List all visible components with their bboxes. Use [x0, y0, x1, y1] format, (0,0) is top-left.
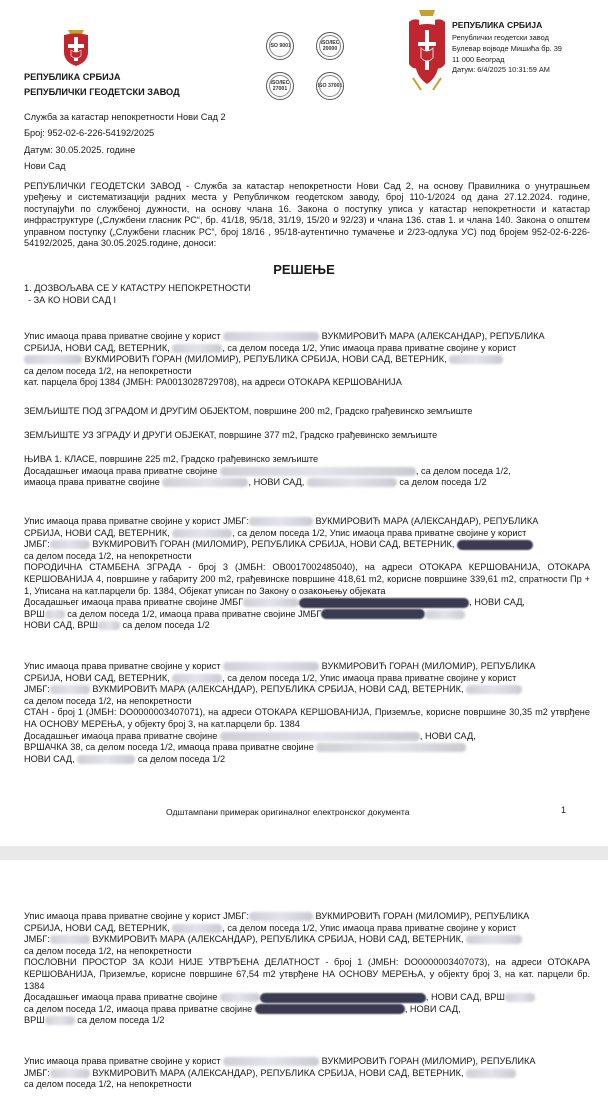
redacted-text	[255, 1004, 405, 1014]
document-date: Датум: 30.05.2025. године	[24, 144, 136, 155]
iso-9001-badge-icon: ISO 9001	[266, 32, 294, 60]
text-segment: ПОСЛОВНИ ПРОСТОР ЗА КОЈИ НИЈЕ УТВРЂЕНА ДЕЛАТНОСТ - број 1 (ЈМБН: DO0000003407073), на адреси ОТОКАРА КЕРШОВАНИЈА, Приземље, корисне површине 67,54 m2 утврђене НА ОСНОВУ МЕРЕЊА, у објекту број 3, на кат. парцели бр. 1384	[24, 957, 590, 991]
text-line	[24, 1056, 590, 1068]
text-segment: СТАН - број 1 (ЈМБН: DO0000003407071), на адреси ОТОКАРА КЕРШОВАНИЈА, Приземље, корисне површине 30,35 m2 утврђене НА ОСНОВУ МЕРЕЊА, у објекту број 3, на кат.парцели бр. 1384	[24, 707, 590, 729]
redacted-text	[249, 517, 313, 526]
footer-note: Одштампани примерак оригиналног електронског документа	[166, 807, 410, 817]
text-segment: са делом поседа 1/2, на непокретности	[24, 365, 192, 376]
text-segment: ВУКМИРОВИЋ ГОРАН (МИЛОМИР), РЕПУБЛИКА	[319, 661, 536, 671]
text-segment: ВУКМИРОВИЋ ГОРАН (МИЛОМИР), РЕПУБЛИКА	[312, 911, 530, 921]
text-segment: , са делом поседа 1/2,	[415, 465, 511, 476]
text-segment: , са делом поседа 1/2, Упис имаоца права приватне својине у корист	[222, 922, 517, 933]
text-segment: ВУКМИРОВИЋ МАРА (АЛЕКСАНДАР), РЕПУБЛИКА СРБИЈА, НОВИ САД, ВЕТЕРНИК,	[89, 684, 467, 695]
decision-point: 1. ДОЗВОЉАВА СЕ У КАТАСТРУ НЕПОКРЕТНОСТИ	[24, 283, 251, 293]
land-under-building: ЗЕМЉИШТЕ ПОД ЗГРАДОМ И ДРУГИМ ОБЈЕКТОМ, површине 200 m2, Градско грађевинско земљиште	[24, 406, 473, 416]
text-segment: са делом поседа 1/2, имаоца права приватне својине ЈМБГ	[64, 608, 322, 619]
redacted-text	[299, 598, 469, 608]
text-line	[24, 528, 590, 540]
text-line	[24, 934, 590, 946]
redacted-text	[223, 332, 319, 341]
serbia-coat-of-arms-icon	[60, 28, 92, 68]
redacted-text	[50, 540, 90, 549]
redacted-text	[223, 662, 319, 671]
text-segment: ВРШ	[24, 608, 45, 619]
redacted-text	[24, 355, 82, 364]
text-segment: кат. парцела број 1384 (ЈМБН: PA0013028729708), на адреси ОТОКАРА КЕРШОВАНИЈА	[24, 377, 402, 388]
case-number: Број: 952-02-6-226-54192/2025	[24, 128, 155, 139]
redacted-text	[223, 1057, 319, 1066]
text-segment: Упис имаоца права приватне својине у корист ЈМБГ:	[24, 911, 249, 921]
text-line	[24, 1068, 590, 1080]
text-segment: Досадашњег имаоца права приватне својине	[24, 465, 220, 476]
redacted-text	[316, 743, 466, 752]
text-segment: Досадашњег имаоца права приватне својине	[24, 730, 220, 741]
text-segment: са делом поседа 1/2, на непокретности	[24, 945, 192, 956]
text-segment: са делом поседа 1/2, имаоца права приватне својине	[24, 1003, 255, 1014]
redacted-text	[243, 598, 299, 607]
land-beside-building: ЗЕМЉИШТЕ УЗ ЗГРАДУ И ДРУГИ ОБЈЕКАТ, површине 377 m2, Градско грађевинско земљиште	[24, 430, 438, 440]
redacted-text	[77, 755, 135, 764]
redacted-text	[50, 935, 90, 944]
serbia-coat-of-arms-large-icon	[407, 8, 447, 94]
text-line	[24, 992, 590, 1004]
redacted-text	[449, 355, 503, 364]
text-segment: ВУКМИРОВИЋ МАРА (АЛЕКСАНДАР), РЕПУБЛИКА	[312, 516, 539, 526]
text-line	[24, 331, 590, 343]
entry-block-3	[24, 661, 590, 765]
text-segment: ВУКМИРОВИЋ МАРА (АЛЕКСАНДАР), РЕПУБЛИКА СРБИЈА, НОВИ САД, ВЕТЕРНИК,	[89, 1067, 467, 1078]
redacted-text	[249, 912, 313, 921]
redacted-text	[172, 344, 222, 353]
text-segment: ВУКМИРОВИЋ ГОРАН (МИЛОМИР), РЕПУБЛИКА СРБИЈА, НОВИ САД, ВЕТЕРНИК,	[89, 539, 458, 550]
text-segment: ВРШ	[24, 1015, 45, 1026]
text-segment: ЈМБГ:	[24, 684, 50, 695]
text-line	[24, 539, 590, 551]
iso-37001-badge-icon: ISO 37001	[316, 72, 344, 100]
redacted-text	[505, 993, 535, 1002]
text-segment: са делом поседа 1/2	[74, 1015, 165, 1026]
text-segment: ЊИВА 1. КЛАСЕ, површине 225 m2, Градско грађевинско земљиште	[24, 454, 319, 464]
text-segment: ВУКМИРОВИЋ ГОРАН (МИЛОМИР), РЕПУБЛИКА	[319, 1056, 536, 1066]
text-segment: Републички геодетски завод	[452, 33, 549, 42]
redacted-text	[162, 478, 248, 487]
text-segment: ЈМБГ:	[24, 1067, 50, 1078]
text-segment: , са делом поседа 1/2, Упис имаоца права приватне својине у корист	[222, 342, 517, 353]
decision-title: РЕШЕЊЕ	[273, 262, 335, 277]
text-segment: СРБИЈА, НОВИ САД, ВЕТЕРНИК,	[24, 672, 173, 683]
text-segment: са делом поседа 1/2	[396, 477, 487, 488]
text-segment: , са делом поседа 1/2, Упис имаоца права приватне својине у корист	[222, 672, 517, 683]
text-segment: СРБИЈА, НОВИ САД, ВЕТЕРНИК,	[24, 342, 173, 353]
text-segment: Булевар војводе Мишића бр. 39	[452, 43, 562, 53]
redacted-text	[98, 621, 120, 630]
text-segment: са делом поседа 1/2, на непокретности	[24, 550, 192, 561]
decision-ko: - ЗА КО НОВИ САД I	[28, 295, 117, 305]
iso-27001-badge-icon: ISO/IEC 27001	[266, 72, 294, 100]
text-line	[24, 609, 590, 621]
text-segment: са делом поседа 1/2, на непокретности	[24, 1079, 192, 1090]
text-segment: ВУКМИРОВИЋ МАРА (АЛЕКСАНДАР), РЕПУБЛИКА СРБИЈА, НОВИ САД, ВЕТЕРНИК,	[89, 934, 467, 945]
redacted-text	[425, 610, 465, 619]
text-line	[24, 684, 590, 696]
redacted-text	[172, 924, 222, 933]
text-line	[24, 516, 590, 528]
redacted-text	[307, 478, 397, 487]
text-line	[24, 923, 590, 935]
text-segment: ЈМБГ:	[24, 934, 50, 945]
text-segment: ЈМБГ:	[24, 539, 50, 550]
redacted-text	[220, 993, 260, 1002]
redacted-text	[466, 685, 522, 694]
header-right-address	[452, 33, 562, 76]
text-segment: Досадашњег имаоца права приватне својине ЈМБГ	[24, 597, 244, 608]
redacted-text	[466, 1069, 516, 1078]
text-segment: , НОВИ САД, ВРШ	[425, 992, 505, 1003]
text-line	[24, 673, 590, 685]
text-segment: ВУКМИРОВИЋ МАРА (АЛЕКСАНДАР), РЕПУБЛИКА	[319, 331, 545, 341]
redacted-text	[45, 610, 65, 619]
iso-20000-badge-icon: ISO/IEC 20000	[316, 32, 344, 60]
text-segment: са делом поседа 1/2	[135, 753, 226, 764]
redacted-text	[172, 674, 222, 683]
text-line	[24, 661, 590, 673]
office-name: Служба за катастар непокретности Нови Сад 2	[24, 112, 226, 122]
entry-block-1	[24, 331, 590, 389]
text-segment: Упис имаоца права приватне својине у корист	[24, 1056, 224, 1066]
text-line	[24, 466, 590, 478]
redacted-text	[45, 1016, 75, 1025]
page-separator	[0, 846, 608, 860]
text-segment: 11 000 Београд	[452, 54, 505, 64]
redacted-text	[50, 1069, 90, 1078]
text-line	[24, 911, 590, 923]
redacted-text	[260, 993, 426, 1003]
text-segment: , НОВИ САД,	[248, 477, 307, 488]
text-segment: , НОВИ САД,	[404, 1003, 461, 1014]
entry-block-5	[24, 1056, 590, 1091]
field-and-previous-owners	[24, 454, 590, 489]
text-line	[24, 742, 590, 754]
text-segment: Датум: 6/4/2025 10:31:59 AM	[452, 65, 550, 75]
header-left-republic: РЕПУБЛИКА СРБИЈА	[24, 72, 121, 82]
page-number: 1	[561, 805, 567, 815]
redacted-text	[466, 935, 522, 944]
header-left-institute: РЕПУБЛИЧКИ ГЕОДЕТСКИ ЗАВОД	[24, 87, 180, 97]
text-segment: , са делом поседа 1/2, Упис имаоца права приватне својине у корист	[232, 527, 527, 538]
redacted-text	[50, 685, 90, 694]
text-segment: НОВИ САД,	[24, 753, 78, 764]
text-line	[24, 754, 590, 766]
text-line	[24, 1015, 590, 1027]
redacted-text	[220, 467, 416, 476]
intro-paragraph: РЕПУБЛИЧКИ ГЕОДЕТСКИ ЗАВОД - Служба за катастар непокретности Нови Сад 2, на основу Правилника о унутрашњем уређењу и систематизацији радних места у Републичком геодетском заводу, број 110-1/2024 од дана 27.12.2024. године, поступајући по службеној дужности, на основу члана 16. Закона о поступку уписа у катастар непокретности и катастар инфраструктуре („Службени гласник РС“, бр. 41/18, 95/18, 31/19, 15/20 и 92/23) и члана 136. став 1. и члана 140. Закона о општем управном поступку („Службени гласник РС“, број 18/16 , 95/18-аутентично тумачење и 2/23-одлука УС) под бројем 952-02-6-226-54192/2025, дана 30.05.2025.године, доноси:	[24, 181, 590, 249]
document-city: Нови Сад	[24, 161, 66, 172]
redacted-text	[457, 540, 533, 550]
header-right-republic: РЕПУБЛИКА СРБИЈА	[452, 20, 543, 30]
entry-block-2	[24, 516, 590, 632]
redacted-text	[172, 529, 232, 538]
document-page-2	[4, 860, 604, 1100]
text-segment: са делом поседа 1/2	[119, 620, 210, 631]
redacted-text	[321, 609, 425, 619]
redacted-text	[220, 732, 420, 741]
text-segment: Досадашњег имаоца права приватне својине	[24, 992, 220, 1003]
text-segment: Упис имаоца права приватне својине у корист	[24, 661, 224, 671]
text-segment: ПОРОДИЧНА СТАМБЕНА ЗГРАДА - број 3 (ЈМБН: OB0017002485040), на адреси ОТОКАРА КЕРШОВАНИЈА, ОТОКАРА КЕРШОВАНИЈА 4, површине у габариту 200 m2, грађевинске површине 418,61 m2, корисне површине 339,61 m2, спратности Пр + 1, Уписана на кат.парцели бр. 1384, Објекат уписан по Закону о озакоњењу објеката	[24, 562, 590, 596]
text-segment: СРБИЈА, НОВИ САД, ВЕТЕРНИК,	[24, 527, 173, 538]
document-page-1	[4, 0, 604, 846]
text-line	[24, 354, 590, 366]
text-line	[24, 731, 590, 743]
text-segment: са делом поседа 1/2, на непокретности	[24, 695, 192, 706]
text-segment: НОВИ САД, ВРШ	[24, 620, 98, 631]
text-segment: ВУКМИРОВИЋ ГОРАН (МИЛОМИР), РЕПУБЛИКА СРБИЈА, НОВИ САД, ВЕТЕРНИК,	[82, 354, 450, 365]
text-segment: , НОВИ САД,	[419, 730, 476, 741]
text-line	[24, 1004, 590, 1016]
entry-block-4	[24, 911, 590, 1027]
text-segment: ВРШАЧКА 38, са делом поседа 1/2, имаоца права приватне својине	[24, 742, 317, 753]
text-segment: СРБИЈА, НОВИ САД, ВЕТЕРНИК,	[24, 922, 173, 933]
document-meta	[24, 109, 226, 175]
text-line	[24, 597, 590, 609]
text-line	[24, 343, 590, 355]
text-line	[24, 620, 590, 632]
text-segment: имаоца права приватне својине	[24, 477, 163, 488]
text-segment: Упис имаоца права приватне својине у корист ЈМБГ:	[24, 516, 249, 526]
text-segment: Упис имаоца права приватне својине у корист	[24, 331, 224, 341]
text-segment: , НОВИ САД,	[469, 597, 525, 608]
text-line	[24, 477, 590, 489]
